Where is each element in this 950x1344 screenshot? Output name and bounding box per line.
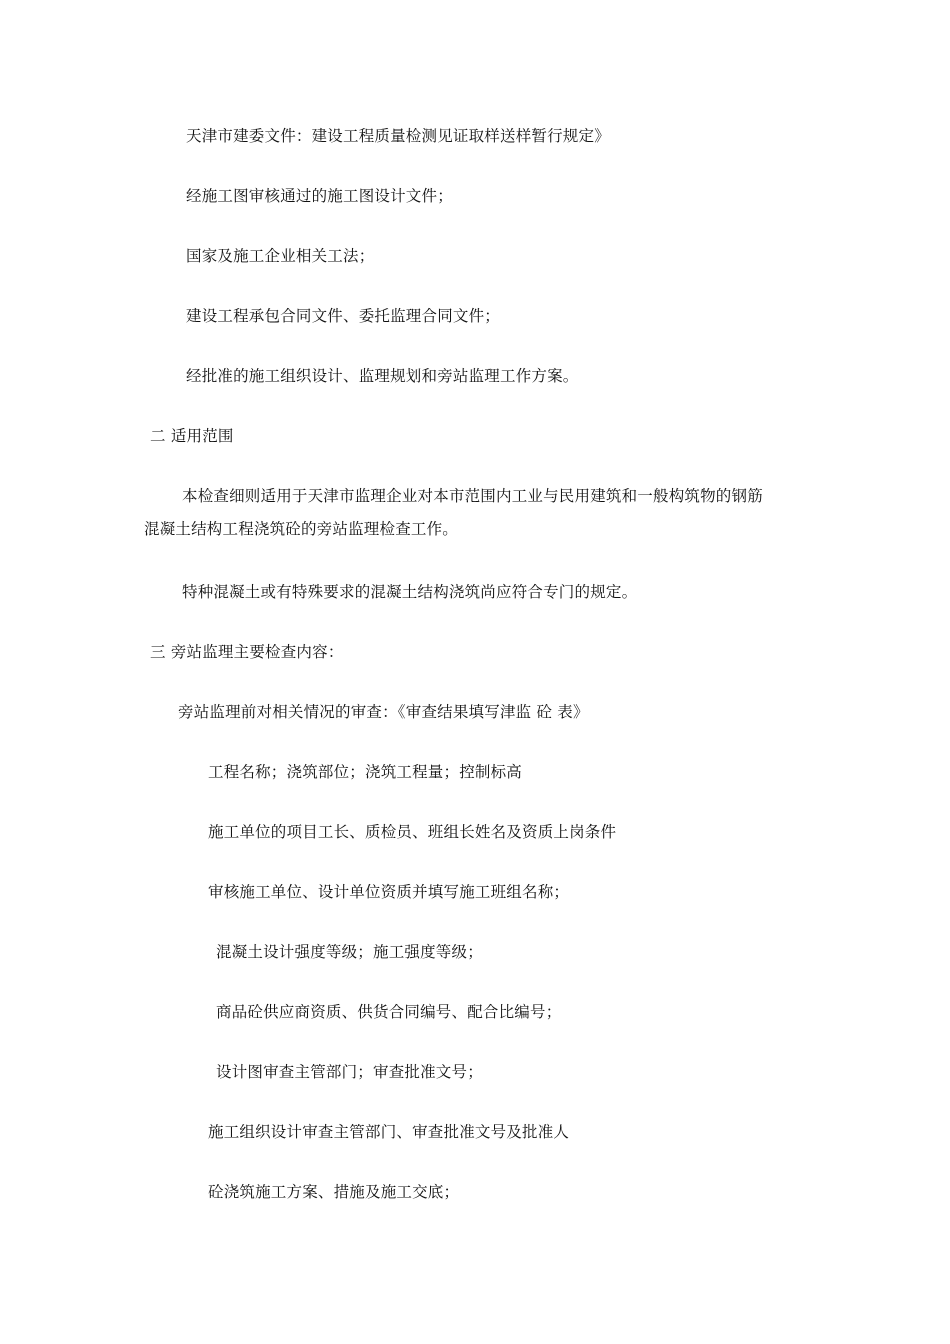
scope-paragraph-line-1: 本检查细则适用于天津市监理企业对本市范围内工业与民用建筑和一般构筑物的钢筋 bbox=[182, 487, 763, 505]
section-heading-scope: 二 适用范围 bbox=[150, 427, 234, 445]
basis-line-3: 国家及施工企业相关工法； bbox=[186, 247, 375, 265]
review-item-5: 商品砼供应商资质、供货合同编号、配合比编号； bbox=[216, 1003, 562, 1021]
basis-line-5: 经批准的施工组织设计、监理规划和旁站监理工作方案。 bbox=[186, 367, 579, 385]
section-heading-contents: 三 旁站监理主要检查内容： bbox=[150, 643, 344, 661]
review-item-7: 施工组织设计审查主管部门、审查批准文号及批准人 bbox=[208, 1123, 570, 1141]
basis-line-2: 经施工图审核通过的施工图设计文件； bbox=[186, 187, 453, 205]
basis-line-1: 天津市建委文件：建设工程质量检测见证取样送样暂行规定》 bbox=[186, 127, 610, 145]
review-item-2: 施工单位的项目工长、质检员、班组长姓名及资质上岗条件 bbox=[208, 823, 617, 841]
review-item-3: 审核施工单位、设计单位资质并填写施工班组名称； bbox=[208, 883, 570, 901]
review-item-6: 设计图审查主管部门；审查批准文号； bbox=[216, 1063, 483, 1081]
scope-paragraph-line-2: 混凝土结构工程浇筑砼的旁站监理检查工作。 bbox=[144, 520, 459, 538]
review-item-4: 混凝土设计强度等级；施工强度等级； bbox=[216, 943, 483, 961]
review-item-1: 工程名称；浇筑部位；浇筑工程量；控制标高 bbox=[208, 763, 523, 781]
review-intro: 旁站监理前对相关情况的审查：《审查结果填写津监 砼 表》 bbox=[178, 703, 589, 721]
basis-line-4: 建设工程承包合同文件、委托监理合同文件； bbox=[186, 307, 501, 325]
scope-paragraph bbox=[144, 486, 763, 539]
scope-special-note: 特种混凝土或有特殊要求的混凝土结构浇筑尚应符合专门的规定。 bbox=[182, 583, 638, 601]
review-item-8: 砼浇筑施工方案、措施及施工交底； bbox=[208, 1183, 460, 1201]
